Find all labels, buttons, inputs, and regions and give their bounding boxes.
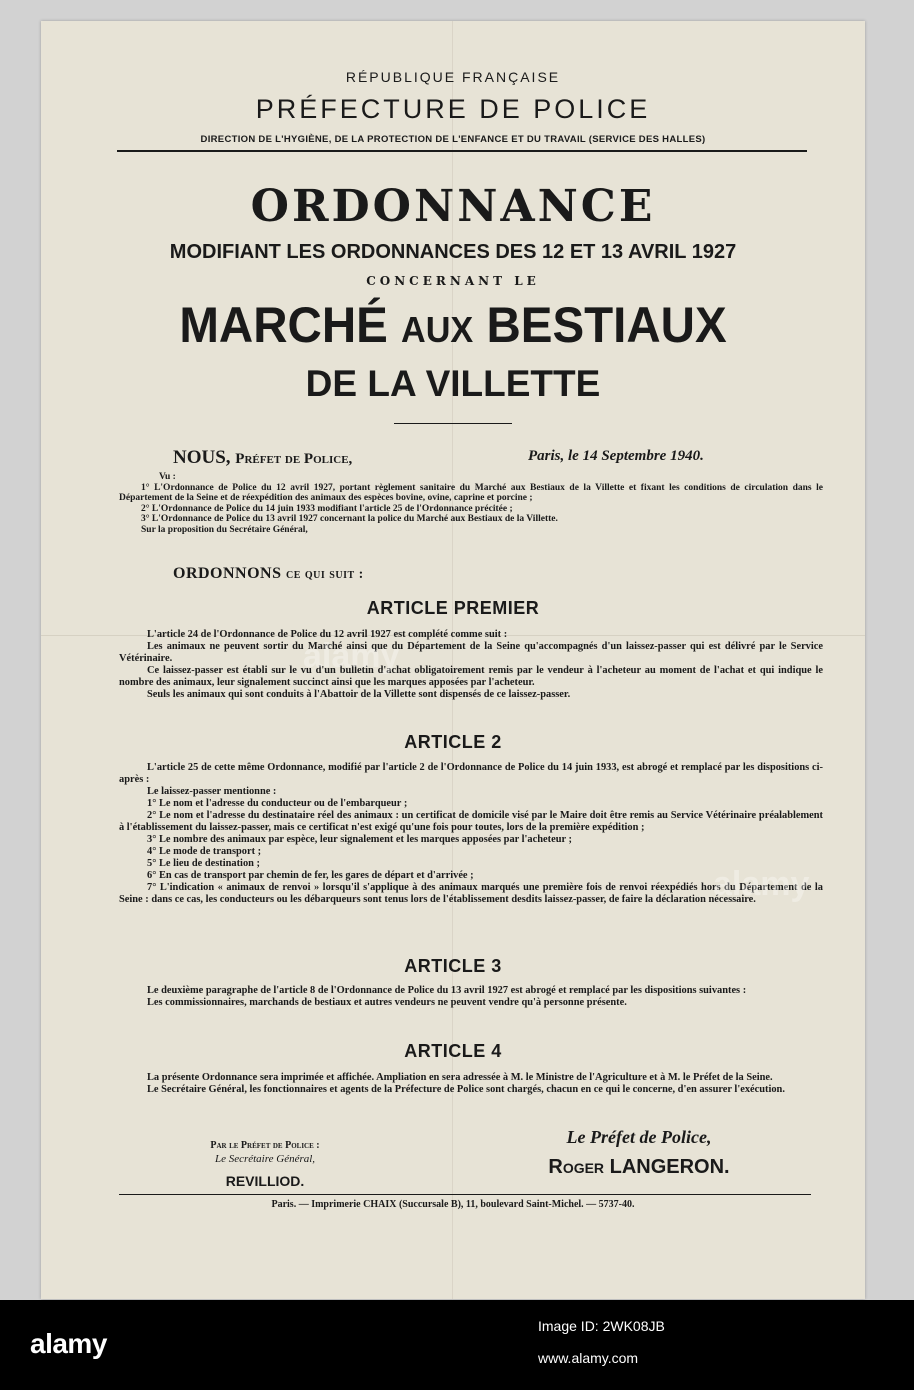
modifying-subtitle: MODIFIANT LES ORDONNANCES DES 12 ET 13 AVRIL 1927: [169, 241, 737, 263]
article-1-paragraph: L'article 24 de l'Ordonnance de Police du 12 avril 1927 est complété comme suit :: [147, 629, 508, 640]
poster-document: [41, 21, 865, 1299]
article-3-paragraph: Le deuxième paragraphe de l'article 8 de l'Ordonnance de Police du 13 avril 1927 est abrogé et remplacé par les dispositions suivantes :: [147, 985, 747, 996]
market-title-a: MARCHÉ: [179, 297, 388, 353]
market-title-c: BESTIAUX: [486, 297, 727, 353]
preamble-block: [119, 472, 823, 535]
printer-rule: [119, 1194, 811, 1195]
article-1-heading: ARTICLE PREMIER: [366, 598, 540, 618]
stock-footer-bar: [0, 1300, 914, 1390]
signature-first-name: Roger: [548, 1156, 605, 1178]
article-4-heading: ARTICLE 4: [404, 1041, 502, 1061]
article-2-paragraph: 6° En cas de transport par chemin de fer, les gares de départ et d'arrivée ;: [147, 870, 474, 881]
image-id: Image ID: 2WK08JB: [538, 1318, 665, 1334]
article-2-paragraph: 3° Le nombre des animaux par espèce, leur signalement et les marques apposées par l'acheteur ;: [147, 834, 572, 845]
republic-header: RÉPUBLIQUE FRANÇAISE: [345, 69, 561, 85]
article-2-paragraph: 1° Le nom et l'adresse du conducteur ou de l'embarqueur ;: [147, 798, 408, 809]
article-1-body: [119, 629, 823, 701]
prefecture-header: PRÉFECTURE DE POLICE: [255, 94, 651, 124]
signature-left-line2: Le Secrétaire Général,: [214, 1153, 316, 1165]
prefect-signature: [501, 1127, 777, 1179]
preamble-item: 2° L'Ordonnance de Police du 14 juin 1933 modifiant l'article 25 de l'Ordonnance précitée ;: [141, 503, 513, 514]
ce-qui-suit: ce qui suit :: [286, 567, 364, 582]
signature-left-line1: Par le Préfet de Police :: [210, 1140, 320, 1151]
title-rule: [394, 423, 512, 424]
signature-last-name: LANGERON.: [609, 1156, 730, 1178]
preamble-item: Sur la proposition du Secrétaire Général,: [141, 524, 308, 535]
nous-line: [173, 447, 352, 469]
article-3-heading: ARTICLE 3: [404, 956, 502, 976]
preamble-item: 1° L'Ordonnance de Police du 12 avril 1927, portant règlement sanitaire du Marché aux Bestiaux de la Villette et fixant les conditions de circulation dans le Département de la Seine et de réexpédition des animaux des espèces bovine, ovine, caprine et porcine ;: [119, 482, 823, 503]
market-title-b: AUX: [401, 309, 474, 350]
preamble-item: 3° L'Ordonnance de Police du 13 avril 1927 concernant la police du Marché aux Bestiaux de la Villette.: [141, 514, 558, 524]
ordonnance-title: ORDONNANCE: [250, 181, 656, 232]
vu-label: Vu :: [159, 472, 176, 482]
article-1-paragraph: Ce laissez-passer est établi sur le vu d'un bulletin d'achat obligatoirement remis par le vendeur à l'acheteur au moment de l'achat et qui indique le nombre des animaux, leur signalement succinct ainsi que les marques apposées par l'acheteur.: [119, 665, 823, 688]
nous-word: NOUS,: [173, 447, 231, 468]
article-2-paragraph: L'article 25 de cette même Ordonnance, modifié par l'article 2 de l'Ordonnance de Police du 14 juin 1933, est abrogé et remplacé par les dispositions ci-après :: [119, 762, 823, 785]
alamy-logo: alamy: [30, 1328, 107, 1359]
article-2-paragraph: Le laissez-passer mentionne :: [147, 786, 277, 797]
market-title: [62, 296, 845, 354]
header-rule: [117, 150, 807, 152]
article-2-paragraph: 4° Le mode de transport ;: [147, 846, 262, 857]
ordonnons-word: ORDONNONS: [173, 565, 282, 582]
article-1-paragraph: Seuls les animaux qui sont conduits à l'Abattoir de la Villette sont dispensés de ce laissez-passer.: [147, 689, 571, 700]
direction-header: DIRECTION DE L'HYGIÈNE, DE LA PROTECTION DE L'ENFANCE ET DU TRAVAIL (SERVICE DES HALLES): [200, 134, 706, 145]
article-2-paragraph: 2° Le nom et l'adresse du destinataire réel des animaux : un certificat de domicile visé par le Maire doit être remis au Service Vétérinaire préalablement à l'établissement du laissez-passer, mais ce certificat n'est exigé qu'une fois pour toutes, lors de la première expédition ;: [119, 810, 823, 833]
article-3-body: [119, 985, 823, 1009]
signature-right-name: [501, 1156, 777, 1179]
article-1-paragraph: Les animaux ne peuvent sortir du Marché ainsi que du Département de la Seine qu'accompagnés d'un laissez-passer qui est délivré par le Service Vétérinaire.: [119, 641, 823, 664]
watermark: alamy: [303, 637, 400, 675]
article-2-paragraph: 7° L'indication « animaux de renvoi » lorsqu'il s'applique à des animaux marqués une première fois de renvoi réexpédiés hors du Département de la Seine : dans ce cas, les conducteurs ou les débarqueurs sont tenus lors de l'établissement desdits laissez-passer, de faire la déclaration nécessaire.: [119, 882, 823, 905]
signature-right-line1: Le Préfet de Police,: [566, 1127, 712, 1147]
place-title: DE LA VILLETTE: [305, 363, 601, 404]
secretary-signature: [185, 1140, 345, 1189]
printer-line: Paris. — Imprimerie CHAIX (Succursale B), 11, boulevard Saint-Michel. — 5737-40.: [271, 1199, 635, 1210]
article-4-paragraph: Le Secrétaire Général, les fonctionnaires et agents de la Préfecture de Police sont chargés, chacun en ce qui le concerne, d'en assurer l'exécution.: [147, 1084, 785, 1095]
dateline: Paris, le 14 Septembre 1940.: [528, 448, 704, 464]
article-2-heading: ARTICLE 2: [404, 732, 502, 752]
article-4-body: [119, 1072, 823, 1096]
concerning-line: CONCERNANT LE: [366, 274, 540, 288]
article-2-paragraph: 5° Le lieu de destination ;: [147, 858, 260, 869]
ordonnons-line: [173, 565, 364, 583]
article-3-paragraph: Les commissionnaires, marchands de bestiaux et autres vendeurs ne peuvent vendre qu'à personne présente.: [147, 997, 627, 1008]
website-url: www.alamy.com: [538, 1350, 639, 1366]
prefet-word: Préfet de Police,: [235, 451, 353, 467]
article-4-paragraph: La présente Ordonnance sera imprimée et affichée. Ampliation en sera adressée à M. le Ministre de l'Agriculture et à M. le Préfet de la Seine.: [147, 1072, 773, 1083]
signature-left-name: REVILLIOD.: [225, 1173, 305, 1189]
watermark: alamy: [713, 865, 810, 903]
